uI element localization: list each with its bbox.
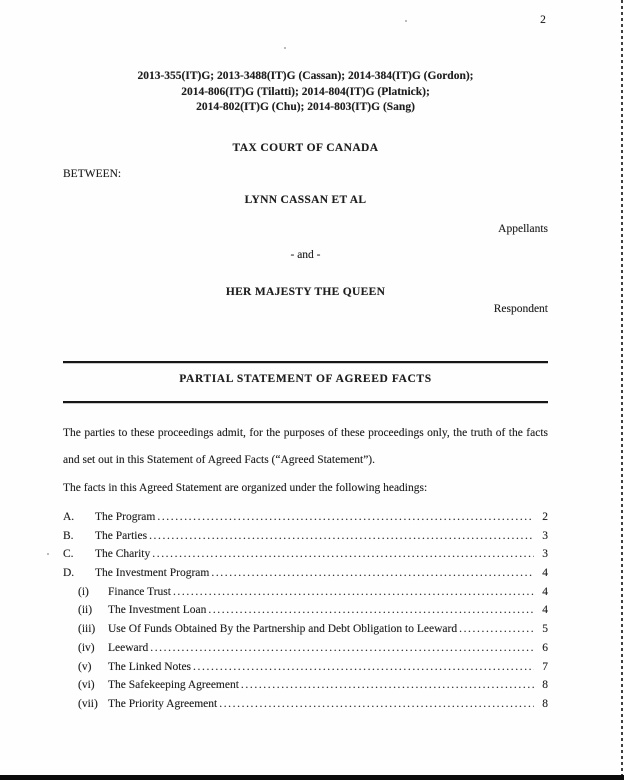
toc-page-number: 2 [542, 511, 548, 523]
toc-row [63, 601, 548, 620]
toc-item-id: A. [63, 511, 75, 523]
toc-row [63, 620, 548, 639]
toc-row [63, 545, 548, 564]
section-rule-top [63, 361, 548, 363]
scan-artifact-bottom-bar [0, 775, 624, 780]
case-numbers-line: 2014-802(IT)G (Chu); 2014-803(IT)G (Sang) [196, 101, 415, 113]
toc-page-number: 8 [542, 679, 548, 692]
toc-row [63, 658, 548, 677]
toc-item-label: Leeward [108, 641, 149, 654]
table-of-contents [63, 508, 548, 714]
toc-item-id: (iv) [78, 641, 95, 654]
toc-row [63, 527, 548, 546]
toc-page-number: 7 [542, 660, 548, 673]
toc-dot-leader [152, 545, 534, 564]
section-rule-bottom [63, 401, 548, 403]
respondent-label: Respondent [493, 303, 548, 315]
toc-dot-leader [219, 695, 534, 714]
toc-page-number: 6 [542, 641, 548, 654]
scan-speck [47, 553, 49, 555]
toc-item-label: The Charity [95, 548, 151, 561]
toc-page-number: 3 [542, 529, 548, 542]
toc-item-label: The Safekeeping Agreement [108, 679, 239, 692]
toc-dot-leader [193, 658, 534, 677]
toc-dot-leader [208, 601, 534, 620]
page-number: 2 [540, 14, 546, 26]
toc-dot-leader [211, 564, 534, 583]
scan-speck [284, 47, 286, 49]
toc-page-number: 4 [542, 567, 548, 580]
toc-item-id: (v) [78, 660, 92, 673]
and-separator: - and - [290, 249, 321, 261]
case-numbers-line: 2014-806(IT)G (Tilatti); 2014-804(IT)G (Platnick); [181, 85, 430, 98]
toc-page-number: 5 [542, 623, 548, 636]
toc-page-number: 4 [542, 585, 548, 598]
toc-page-number: 4 [542, 604, 548, 617]
between-label: BETWEEN: [63, 168, 122, 180]
appellant-name: LYNN CASSAN ET AL [244, 194, 367, 206]
toc-dot-leader [149, 527, 534, 546]
toc-item-id: (vi) [78, 679, 95, 692]
respondent-name: HER MAJESTY THE QUEEN [225, 286, 386, 298]
paragraph-intro: The parties to these proceedings admit, for the purposes of these proceedings only, the truth of the facts and set out in this Statement of Agreed Facts (“Agreed Statement”). [63, 427, 548, 466]
toc-item-id: B. [63, 529, 74, 542]
toc-row [63, 695, 548, 714]
toc-dot-leader [150, 639, 534, 658]
section-title: PARTIAL STATEMENT OF AGREED FACTS [179, 373, 432, 385]
toc-item-label: The Parties [95, 529, 148, 542]
toc-item-id: D. [63, 567, 75, 580]
toc-item-label: The Program [95, 511, 156, 523]
toc-item-label: The Investment Program [95, 567, 210, 580]
scan-speck [405, 20, 407, 22]
toc-dot-leader [173, 583, 534, 602]
case-numbers-block [63, 69, 548, 116]
scan-artifact-right-edge [621, 0, 623, 775]
toc-row [63, 583, 548, 602]
toc-item-label: The Linked Notes [108, 660, 192, 673]
toc-dot-leader [157, 508, 534, 527]
toc-item-id: (vii) [78, 697, 98, 710]
toc-item-id: (iii) [78, 623, 96, 636]
case-numbers-line: 2013-355(IT)G; 2013-3488(IT)G (Cassan); 2014-384(IT)G (Gordon); [137, 70, 474, 82]
appellants-label: Appellants [498, 223, 548, 235]
toc-item-label: The Priority Agreement [108, 697, 218, 710]
toc-item-id: C. [63, 548, 74, 561]
toc-row [63, 564, 548, 583]
toc-row [63, 508, 548, 527]
toc-page-number: 3 [542, 548, 548, 561]
toc-item-label: Finance Trust [108, 585, 171, 598]
toc-page-number: 8 [542, 697, 548, 710]
toc-item-id: (i) [78, 585, 89, 598]
toc-row [63, 676, 548, 695]
paragraph-headings-lead-in: The facts in this Agreed Statement are organized under the following headings: [63, 482, 428, 494]
toc-dot-leader [241, 676, 534, 695]
toc-item-id: (ii) [78, 604, 93, 617]
toc-item-label: Use Of Funds Obtained By the Partnership and Debt Obligation to Leeward [108, 623, 458, 636]
toc-dot-leader [459, 620, 534, 639]
toc-item-label: The Investment Loan [108, 604, 207, 617]
court-name: TAX COURT OF CANADA [232, 142, 379, 154]
toc-row [63, 639, 548, 658]
